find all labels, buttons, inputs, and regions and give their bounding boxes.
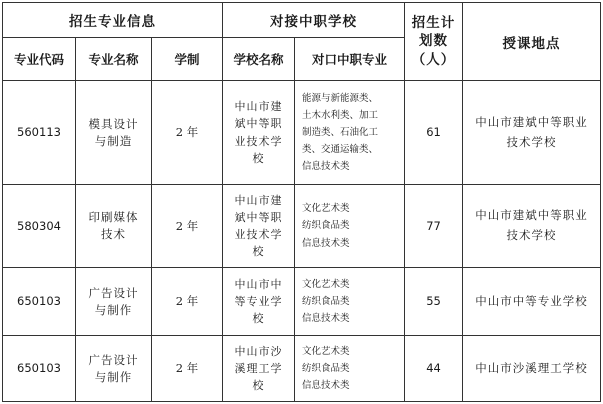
school-name-line: 中山市中 [234,277,283,291]
major-name-line: 广告设计 [88,352,139,367]
school-name-line: 校 [252,312,265,326]
header-group-school: 对接中职学校 [223,3,405,38]
major-code-cell: 580304 [3,185,76,268]
major-name-line: 模具设计 [88,116,139,131]
location-line: 中山市建斌中等职业 [475,208,588,223]
header-major-code: 专业代码 [3,38,76,81]
major-name-line: 广告设计 [88,285,139,300]
school-major-line: 纺织食品类 [302,295,350,307]
duration-cell: 2 年 [152,185,223,268]
table-row [3,81,601,185]
table-row [3,336,601,402]
enroll-count-cell: 77 [405,185,463,268]
header-school-name: 学校名称 [223,38,295,81]
school-name-line: 校 [252,245,265,259]
school-name-cell [223,336,295,402]
major-name-cell [76,268,152,336]
school-major-line: 信息技术类 [302,380,350,392]
header-school-major: 对口中职专业 [295,38,405,81]
major-name-line: 与制造 [94,133,133,148]
location-cell [463,336,601,402]
school-major-line: 纺织食品类 [302,220,350,232]
duration-cell: 2 年 [152,268,223,336]
school-major-line: 类、交通运输类、 [302,144,379,156]
duration-cell: 2 年 [152,81,223,185]
table-row [3,185,601,268]
school-major-cell [295,185,405,268]
header-enroll-line: （人） [411,51,456,68]
enroll-count-cell: 44 [405,336,463,402]
location-line: 中山市中等专业学校 [475,293,588,308]
school-major-line: 信息技术类 [302,237,350,249]
school-name-cell [223,81,295,185]
school-name-line: 等专业学 [234,294,283,308]
header-group-major: 招生专业信息 [3,3,223,38]
school-name-line: 中山市沙 [234,344,283,358]
location-line: 技术学校 [506,134,557,149]
school-major-cell [295,81,405,185]
enrollment-table [2,2,601,402]
major-name-cell [76,185,152,268]
school-major-line: 制造类、石油化工 [302,126,379,138]
school-name-line: 业技术学 [234,134,283,148]
school-name-line: 溪理工学 [234,361,283,375]
header-enroll-line: 招生计 [411,15,456,32]
school-major-line: 文化艺术类 [302,278,350,290]
school-name-line: 中山市建 [234,193,283,207]
school-major-cell [295,268,405,336]
school-name-line: 校 [252,379,265,393]
school-name-line: 业技术学 [234,228,283,241]
major-name-line: 印刷媒体 [88,210,139,225]
school-major-line: 文化艺术类 [302,203,350,215]
header-row-1 [3,3,601,38]
school-major-line: 土木水利类、加工 [302,109,379,121]
location-line: 中山市沙溪理工学校 [475,360,588,375]
table-row [3,268,601,336]
enroll-count-cell: 55 [405,268,463,336]
school-name-line: 斌中等职 [234,117,283,131]
school-major-line: 信息技术类 [302,161,350,173]
major-name-line: 与制作 [94,369,133,384]
header-duration: 学制 [152,38,223,81]
major-code-cell: 650103 [3,268,76,336]
school-name-cell [223,268,295,336]
major-code-cell: 560113 [3,81,76,185]
school-name-cell [223,185,295,268]
enroll-count-cell: 61 [405,81,463,185]
location-cell [463,185,601,268]
school-name-line: 斌中等职 [234,210,283,224]
location-cell [463,268,601,336]
major-name-cell [76,336,152,402]
school-name-line: 校 [252,151,265,165]
school-major-line: 纺织食品类 [302,362,350,374]
school-name-line: 中山市建 [234,100,283,114]
header-major-name: 专业名称 [76,38,152,81]
major-code-cell: 650103 [3,336,76,402]
header-location: 授课地点 [463,3,601,81]
school-major-cell [295,336,405,402]
location-line: 中山市建斌中等职业 [475,114,588,129]
major-name-line: 与制作 [94,302,133,317]
location-line: 技术学校 [506,228,557,242]
header-enroll-count [405,3,463,81]
header-enroll-line: 划数 [419,33,449,50]
duration-cell: 2 年 [152,336,223,402]
major-name-cell [76,81,152,185]
major-name-line: 技术 [101,227,126,241]
location-cell [463,81,601,185]
school-major-line: 能源与新能源类、 [302,92,379,104]
school-major-line: 信息技术类 [302,313,350,325]
school-major-line: 文化艺术类 [302,345,350,357]
